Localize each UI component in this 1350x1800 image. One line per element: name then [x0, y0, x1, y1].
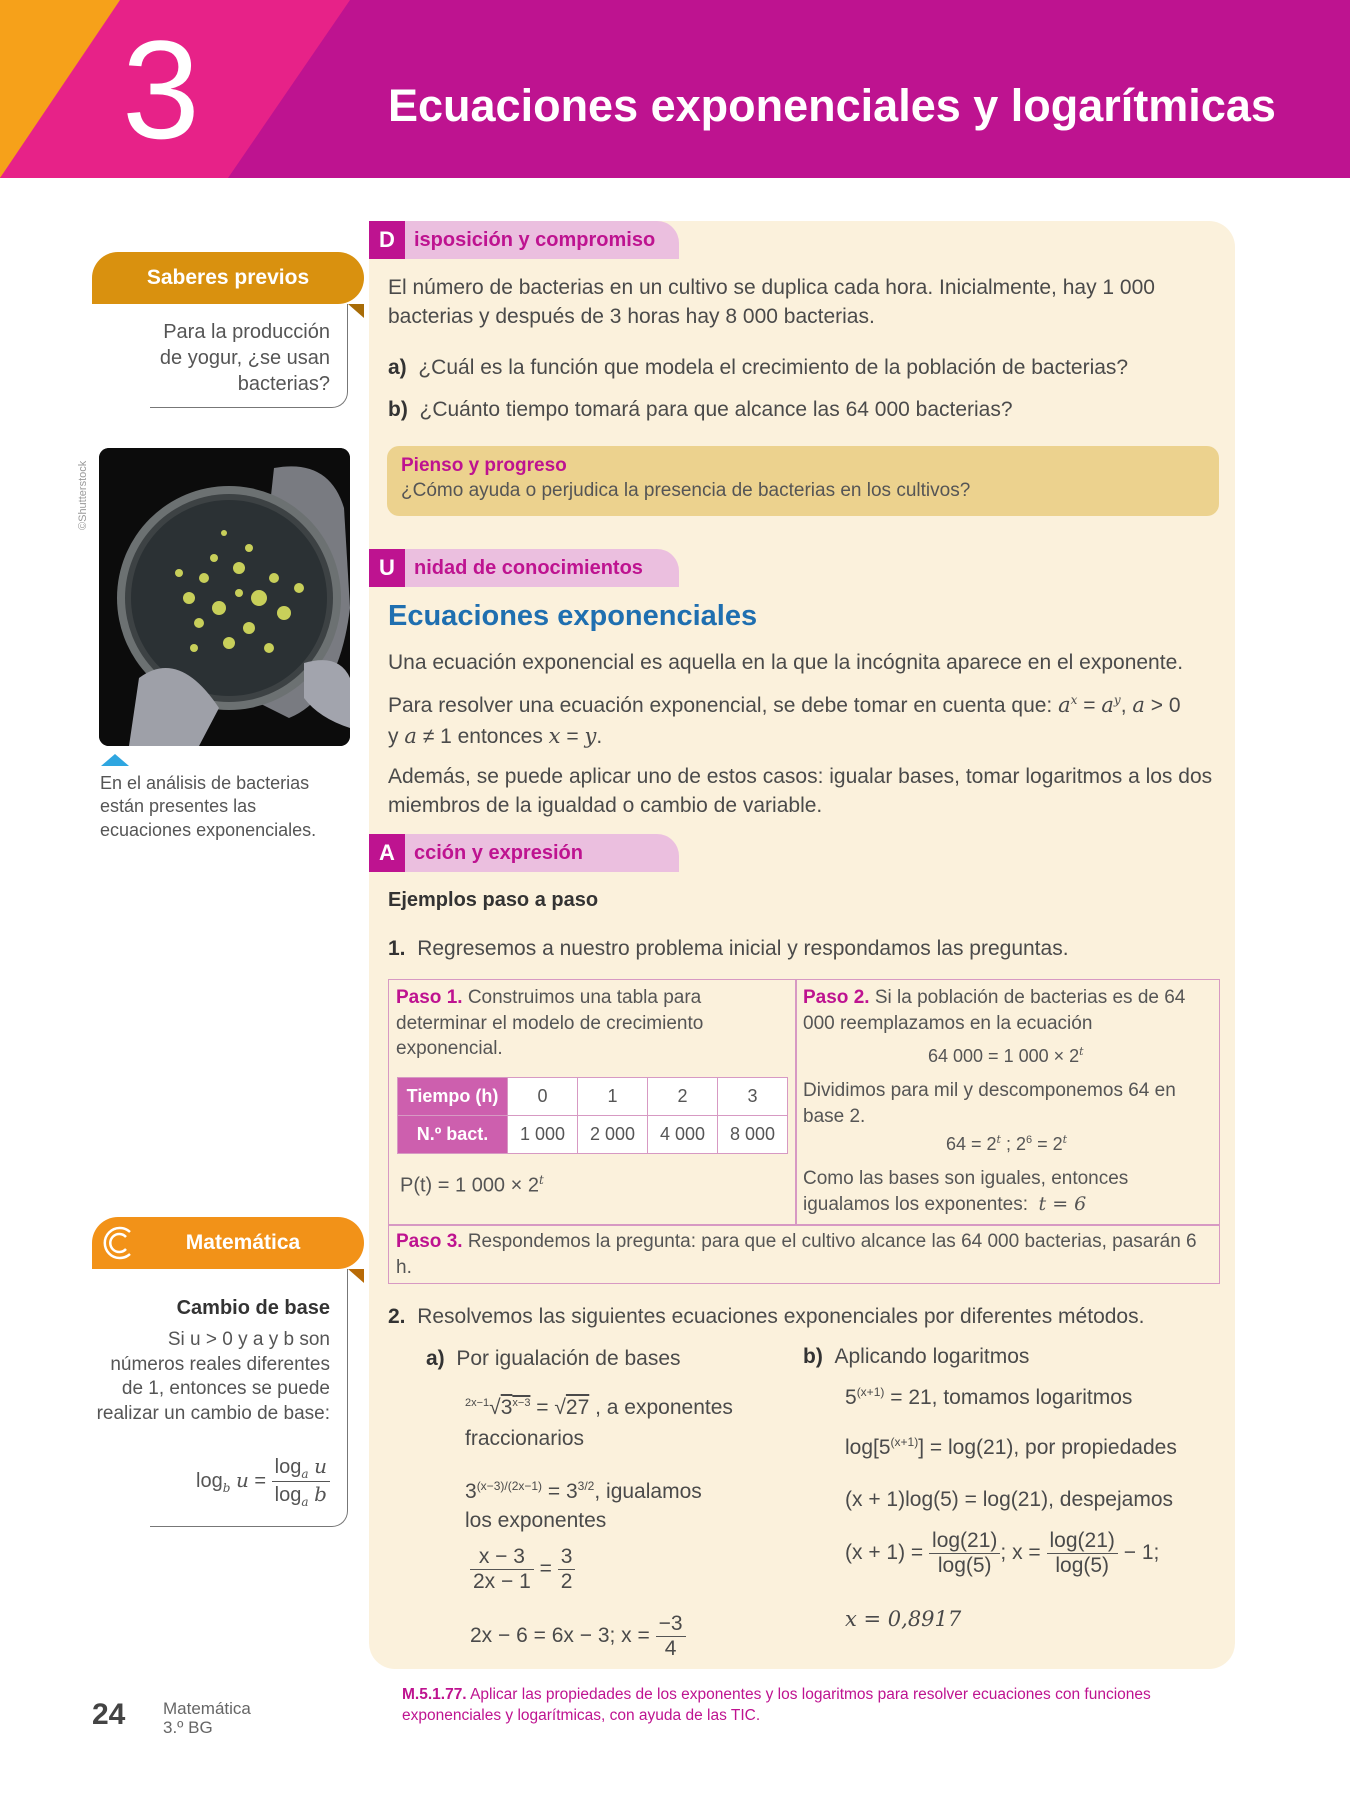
chapter-title: Ecuaciones exponenciales y logarítmicas [388, 80, 1276, 131]
table-cell: 8 000 [718, 1116, 788, 1154]
paso-2-eq-text: 64 000 = 1 000 × 2 [928, 1046, 1080, 1066]
question-a-label: a) [388, 356, 407, 379]
paso-2b: Dividimos para mil y descomponemos 64 en base 2. [803, 1080, 1176, 1127]
example-2-num: 2. [388, 1305, 406, 1328]
table-row [398, 1078, 788, 1116]
footer-grade: 3.º BG [163, 1717, 213, 1737]
table-header-cell: N.º bact. [398, 1116, 508, 1154]
unit-p3: Además, se puede aplicar uno de estos casos: igualar bases, tomar logaritmos a los dos miembros de la igualdad o cambio de variable. [388, 765, 1213, 818]
b-result-text: x = 0,8917 [845, 1607, 962, 1631]
paso-2c [803, 1166, 1213, 1217]
photo-credit: ©Shutterstock [77, 460, 89, 530]
a-text-2: fraccionarios [465, 1427, 585, 1450]
cambio-base-formula: $\log_b u$ = $\frac{\log_a u}{\log_a b}$ [196, 1454, 330, 1509]
example-1-text: Regresemos a nuestro problema inicial y respondamos las preguntas. [417, 937, 1069, 960]
steps-divider [795, 979, 797, 1224]
num-sub: a [301, 1467, 309, 1481]
paso-3-text: Respondemos la pregunta: para que el cultivo alcance las 64 000 bacterias, pasarán 6 h. [396, 1231, 1197, 1278]
num-log: log [274, 1456, 302, 1478]
paso-2-eq: 64 000 = 1 $000 \times 2^t$ [928, 1045, 1084, 1066]
skill-footnote [402, 1685, 1222, 1727]
unit-p2: Para resolver una ecuación exponencial, se debe tomar en cuenta que: $a^x = a^y$, a > 0 y a ≠ 1 entonces x = y. [388, 693, 1181, 749]
a-final-text: 2x − 6 = 6x − 3; x = [470, 1624, 650, 1648]
paso-3-label: Paso 3. [396, 1231, 463, 1252]
example-1 [388, 934, 1228, 963]
paso-2 [803, 985, 1213, 1036]
table-cell: 2 000 [578, 1116, 648, 1154]
paso-3 [396, 1229, 1216, 1280]
paso-1 [396, 985, 786, 1062]
method-b-step1: $5^{(x+1)} = 21$, tomamos logaritmos [845, 1385, 1133, 1409]
table-cell: 2 [648, 1078, 718, 1116]
den-log: log [274, 1484, 302, 1506]
unit-p2-then: entonces [457, 725, 543, 749]
unit-heading: Ecuaciones exponenciales [388, 600, 758, 632]
pienso-text: ¿Cómo ayuda o perjudica la presencia de bacterias en los cultivos? [401, 480, 971, 501]
num-var: u [314, 1454, 327, 1478]
skill-code: M.5.1.77. [402, 1686, 467, 1703]
question-a [388, 353, 1228, 382]
matematica-tab-label: Matemática [185, 1231, 301, 1254]
section-unidad [369, 549, 679, 587]
paso-2-eq2: $64 = 2^t$ ; $2^6 = 2^t$ [946, 1133, 1068, 1154]
method-b-title: Aplicando logaritmos [834, 1345, 1030, 1368]
question-b [388, 395, 1228, 424]
a-text-3: , igualamos [594, 1480, 702, 1503]
cambio-base-title: Cambio de base [176, 1297, 330, 1319]
method-a-step2: $3^{(x-3)/(2x-1)} = 3^{3/2}$, igualamos [465, 1479, 702, 1503]
matematica-tab [92, 1217, 364, 1269]
model-text: P(t) = 1 000 × 2 [400, 1174, 539, 1197]
method-b-result [845, 1607, 961, 1632]
paso-2-label: Paso 2. [803, 987, 870, 1008]
method-b-label: b) [803, 1345, 823, 1368]
log-base: b [222, 1480, 231, 1495]
saberes-previos-title: Saberes previos [146, 266, 310, 289]
chapter-number: 3 [122, 11, 200, 168]
question-b-label: b) [388, 398, 408, 421]
paso-2c-text: Como las bases son iguales, entonces igualamos los exponentes: [803, 1168, 1129, 1215]
pienso-title: Pienso y progreso [401, 455, 567, 476]
b-text-1: = 21, tomamos logaritmos [890, 1386, 1133, 1409]
photo-caption: En el análisis de bacterias están presentes las ecuaciones exponenciales. [100, 773, 317, 840]
model-formula: P(t) = 1 $000 \times 2^t$ [400, 1173, 544, 1197]
question-a-text: ¿Cuál es la función que modela el crecimiento de la población de bacterias? [418, 356, 1129, 379]
section-disposicion [369, 221, 679, 259]
section-accion [369, 834, 679, 872]
problem-intro: El número de bacterias en un cultivo se duplica cada hora. Inicialmente, hay 1 000 bacterias y después de 3 horas hay 8 000 bacterias. [388, 276, 1155, 329]
table-cell: 4 000 [648, 1116, 718, 1154]
table-cell: 3 [718, 1078, 788, 1116]
section-title: isposición y compromiso [414, 229, 656, 251]
a-text-1: , a exponentes [595, 1396, 733, 1419]
section-title: nidad de conocimientos [414, 557, 643, 579]
method-a-result: 2x − 6 = 6x − 3; x = $\frac{-3}{4}$ [470, 1612, 686, 1661]
log-text: log [196, 1469, 223, 1492]
paso-2-t: t = 6 [1038, 1192, 1087, 1215]
cambio-base-text: Si u > 0 y a y b son números reales diferentes de 1, entonces se puede realizar un cambio de base: [96, 1329, 330, 1425]
method-a-step3: $\frac{x - 3}{2x - 1}$ = $\frac{3}{2}$ [470, 1545, 575, 1594]
table-header-cell: Tiempo (h) [398, 1078, 508, 1116]
method-a-step1: $^{2x-1}√3^{x-3} = √27$ , a exponentes [465, 1396, 733, 1419]
method-a-label: a) [426, 1347, 445, 1370]
table-cell: 0 [508, 1078, 578, 1116]
section-title: cción y expresión [414, 842, 583, 864]
example-1-num: 1. [388, 937, 406, 960]
bacteria-table [397, 1077, 788, 1154]
caption-arrow-icon [101, 754, 129, 766]
saberes-previos-tab [92, 252, 364, 304]
unit-p2-text: Para resolver una ecuación exponencial, se debe tomar en cuenta que: [388, 694, 1053, 717]
b-text-2: , por propiedades [1013, 1436, 1177, 1459]
table-row [398, 1116, 788, 1154]
den-sub: a [301, 1495, 309, 1509]
bacteria-photo [99, 448, 350, 746]
table-cell: 1 000 [508, 1116, 578, 1154]
footer-subject [163, 1700, 251, 1737]
b-text-3: , despejamos [1048, 1488, 1173, 1511]
method-b-step3: (x + 1)log(5) = log(21), despejamos [845, 1488, 1173, 1511]
skill-text: Aplicar las propiedades de los exponentes y los logaritmos para resolver ecuaciones con funciones exponenciales y logarítmicas, con ayuda de las TIC. [402, 1686, 1151, 1724]
steps-divider-h [388, 1224, 1220, 1226]
connection-icon [100, 1224, 138, 1262]
section-letter: D [369, 221, 405, 259]
pienso-box [387, 446, 1219, 516]
section-letter: A [369, 834, 405, 872]
tab-fold [348, 304, 364, 318]
tab-fold [348, 1269, 364, 1283]
unit-p1: Una ecuación exponencial es aquella en la que la incógnita aparece en el exponente. [388, 651, 1184, 674]
table-cell: 1 [578, 1078, 648, 1116]
saberes-question: Para la producción de yogur, ¿se usan bacterias? [159, 321, 330, 395]
method-b [803, 1342, 1029, 1371]
page-number: 24 [92, 1698, 126, 1731]
example-2-text: Resolvemos las siguientes ecuaciones exponenciales por diferentes métodos. [417, 1305, 1145, 1328]
den-var: b [314, 1482, 327, 1506]
method-a [426, 1344, 681, 1373]
ejemplos-title: Ejemplos paso a paso [388, 889, 599, 911]
log-var: u [235, 1467, 249, 1492]
method-b-step2: $\log[5^{(x+1)}] = \log(21)$, por propiedades [845, 1435, 1177, 1459]
paso-2-text: Si la población de bacterias es de 64 000 reemplazamos en la ecuación [803, 987, 1186, 1034]
paso-2-eq2-text: 64 = 2 [946, 1134, 997, 1154]
section-letter: U [369, 549, 405, 587]
a-text-4: los exponentes [465, 1509, 607, 1532]
example-2 [388, 1302, 1228, 1331]
paso-1-label: Paso 1. [396, 987, 463, 1008]
paso-1-text: Construimos una tabla para determinar el modelo de crecimiento exponencial. [396, 987, 704, 1060]
question-b-text: ¿Cuánto tiempo tomará para que alcance las 64 000 bacterias? [419, 398, 1013, 421]
footer-subject-name: Matemática [163, 1699, 251, 1718]
method-a-title: Por igualación de bases [456, 1347, 681, 1370]
method-b-step4: (x + 1) = $\frac{\log(21)}{\log(5)}$ ; x = $\frac{\log(21)}{\log(5)}$ − 1; [845, 1529, 1160, 1577]
